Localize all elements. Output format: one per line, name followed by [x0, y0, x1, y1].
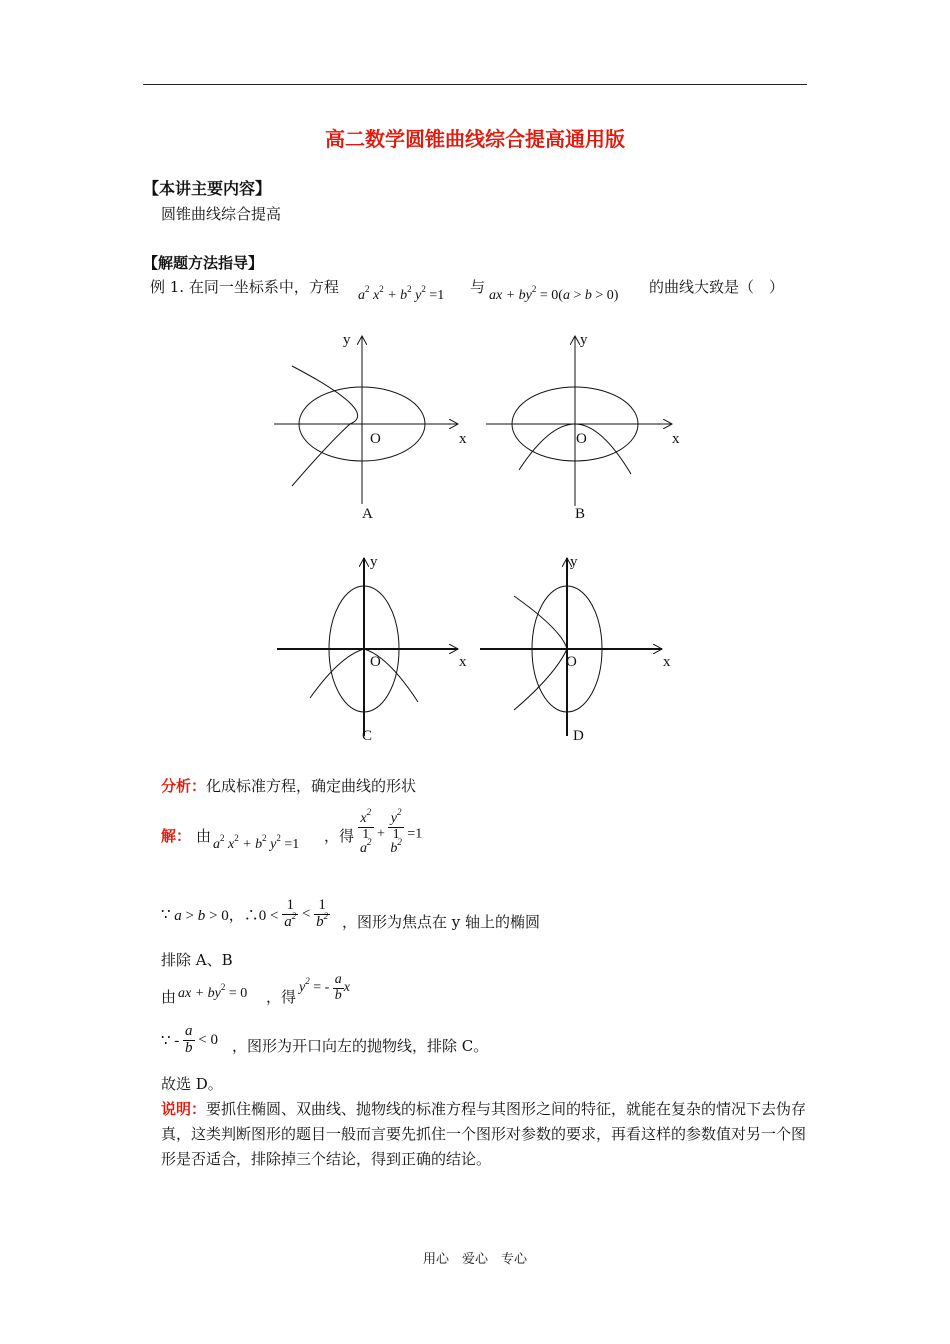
note-paragraph — [161, 1097, 809, 1172]
example-connector: 与 — [470, 278, 486, 296]
solution-eq-standard: $x^2$ 1 $a^2$ + $y^2$ 1 $b^2$ =1 — [360, 807, 423, 857]
graph-b-choice-label: B — [575, 506, 586, 522]
solution-line4-pre: 由 — [161, 988, 177, 1006]
analysis — [161, 775, 416, 796]
solution-label: 解： — [161, 827, 192, 845]
section-heading-main-content: 【本讲主要内容】 — [143, 179, 272, 198]
graph-c-x-label: x — [459, 654, 467, 670]
page-title: 高二数学圆锥曲线综合提高通用版 — [325, 127, 625, 151]
graph-a-origin-label: O — [370, 431, 381, 447]
solution-line4-mid: ，得 — [266, 988, 297, 1006]
section-heading-method: 【解题方法指导】 — [143, 254, 264, 272]
solution-line6: 故选 D。 — [161, 1075, 223, 1093]
analysis-text: 化成标准方程，确定曲线的形状 — [206, 777, 417, 795]
solution-sign-condition: ∵ - $\frac{a}{b}$ < 0 — [161, 1023, 219, 1056]
analysis-label: 分析： — [161, 777, 207, 795]
solution-condition: ∵ a > b > 0，∴0 < $\frac{1}{a^2}$ < $\frac{1}{b^2}$ — [161, 897, 329, 930]
graph-c-y-label: y — [370, 554, 378, 570]
graph-d-choice-label: D — [573, 728, 584, 744]
graph-c-origin-label: O — [370, 654, 381, 670]
example-prefix: 例 1. 在同一坐标系中，方程 — [150, 278, 339, 296]
graph-d-x-label: x — [663, 654, 671, 670]
note-label: 说明： — [161, 1100, 207, 1118]
page-footer: 用心 爱心 专心 — [422, 1252, 527, 1267]
graph-b-x-label: x — [672, 431, 680, 447]
graph-b-origin-label: O — [576, 431, 587, 447]
graph-d — [480, 554, 671, 744]
graph-b-y-label: y — [580, 332, 588, 348]
solution-eq-parabola-standard: $y^2$ = - $\frac{a}{b}$ x — [299, 972, 350, 1003]
section-content: 圆锥曲线综合提高 — [161, 205, 282, 223]
equation-ellipse: $a^2$ $x^2 + b^2$ $y^2 =1$ — [358, 284, 445, 303]
example-suffix: 的曲线大致是（ ） — [649, 278, 785, 296]
graph-d-origin-label: O — [566, 654, 577, 670]
answer-graphs — [0, 320, 950, 800]
solution-line1-pre: 由 — [196, 827, 212, 845]
solution-line3: 排除 A、B — [161, 951, 233, 969]
equation-parabola: ax + $by^2 = 0(a > b > 0)$ — [489, 284, 619, 303]
graph-b — [486, 332, 680, 522]
solution-eq-ellipse: $a^2$ $x^2 + b^2$ $y^2 =1$ — [213, 833, 300, 852]
graph-a — [274, 332, 467, 522]
graph-d-y-label: y — [570, 554, 578, 570]
note-text: 要抓住椭圆、双曲线、抛物线的标准方程与其图形之间的特征，就能在复杂的情况下去伪存真，这类判断图形的题目一般而言要先抓住一个图形对参数的要求，再看这样的参数值对另一个图形是否适合，排除掉三个结论，得到正确的结论。 — [161, 1100, 807, 1168]
solution-line5-suffix: ，图形为开口向左的抛物线，排除 C。 — [232, 1037, 489, 1055]
graph-c — [277, 554, 467, 744]
graph-a-choice-label: A — [362, 506, 373, 522]
top-rule — [143, 84, 807, 85]
graph-c-choice-label: C — [362, 728, 373, 744]
solution-eq-parabola: ax + $by^2 = 0$ — [178, 982, 248, 1001]
graph-a-y-label: y — [343, 332, 351, 348]
graph-a-x-label: x — [459, 431, 467, 447]
solution-line2-suffix: ，图形为焦点在 y 轴上的椭圆 — [342, 913, 541, 931]
solution-line1-mid: ，得 — [324, 827, 355, 845]
